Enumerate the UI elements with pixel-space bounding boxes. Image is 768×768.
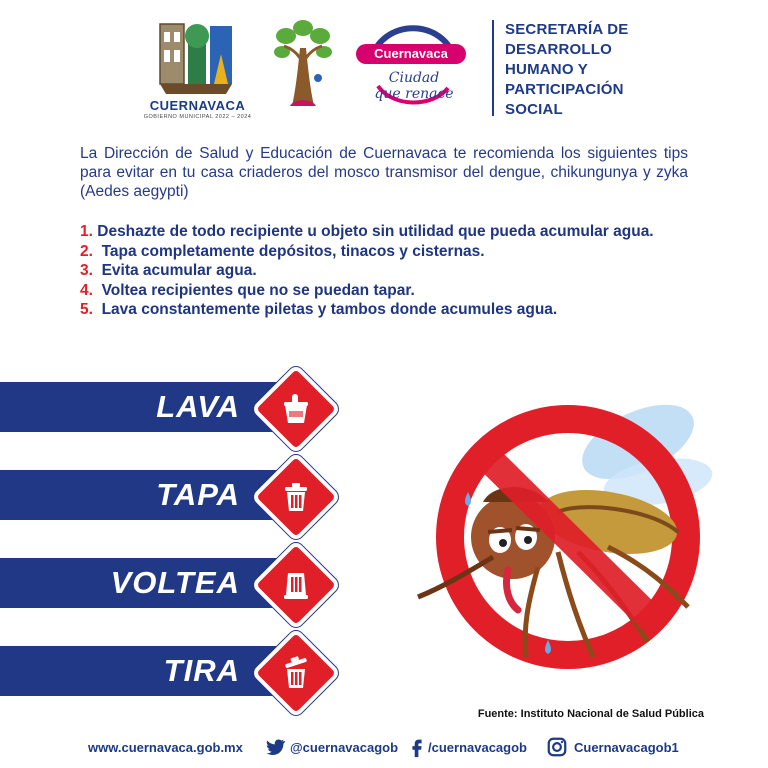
tip-text: Deshazte de todo recipiente u objeto sin utilidad que pueda acumular agua. [97, 223, 654, 240]
covered-bin-icon [276, 477, 316, 517]
secretaria-line: SOCIAL [505, 101, 563, 118]
action-label: VOLTEA [110, 565, 240, 600]
secretaria-line: HUMANO Y [505, 61, 588, 78]
instagram-handle[interactable]: Cuernavacagob1 [574, 740, 679, 755]
ring-icon [352, 18, 474, 118]
secretaria-title [505, 20, 685, 120]
action-band-tapa [0, 470, 290, 520]
cuernavaca-city-logo [130, 14, 265, 122]
tip-number: 5. [80, 301, 93, 318]
slogan-line-2: que renace [374, 86, 454, 102]
action-label: LAVA [156, 389, 240, 424]
trash-can-icon [276, 653, 316, 693]
footer [0, 728, 768, 768]
slogan-text [358, 70, 470, 102]
tip-item [80, 300, 690, 320]
slogan-line-1: Ciudad [388, 70, 440, 86]
intro-paragraph: La Dirección de Salud y Educación de Cuernavaca te recomienda los siguientes tips para evitar en tu casa criaderos del mosco transmisor del dengue, chikungunya y zyka (Aedes aegypti) [80, 145, 688, 200]
secretaria-line: PARTICIPACIÓN [505, 81, 624, 98]
city-logo-subtitle: GOBIERNO MUNICIPAL 2022 – 2024 [143, 114, 252, 120]
header-divider [492, 20, 494, 116]
facebook-icon[interactable] [406, 736, 428, 758]
tip-item [80, 281, 690, 301]
secretaria-line: SECRETARÍA DE [505, 21, 629, 38]
twitter-icon[interactable] [264, 736, 286, 758]
instagram-icon[interactable] [546, 736, 568, 758]
website-link[interactable]: www.cuernavaca.gob.mx [88, 740, 243, 755]
tip-number: 3. [80, 262, 93, 279]
action-band-lava [0, 382, 290, 432]
tip-item [80, 242, 690, 262]
cuernavaca-badge: Cuernavaca [356, 44, 466, 64]
city-crest-icon [130, 14, 265, 98]
tree-glyph-logo-icon [272, 18, 334, 113]
facebook-handle[interactable]: /cuernavacagob [428, 740, 527, 755]
tips-list [80, 222, 690, 320]
tip-text: Tapa completamente depósitos, tinacos y cisternas. [101, 242, 485, 260]
city-logo-name: CUERNAVACA [149, 98, 246, 113]
tip-number: 2. [80, 242, 93, 260]
action-label: TAPA [156, 477, 240, 512]
tip-number: 4. [80, 281, 93, 299]
action-label: TIRA [163, 653, 240, 688]
tip-text: Voltea recipientes que no se puedan tapar. [101, 281, 415, 299]
tip-text: Evita acumular agua. [101, 262, 257, 279]
flipped-bin-icon [276, 565, 316, 605]
washing-bucket-icon [276, 389, 316, 429]
action-band-voltea [0, 558, 290, 608]
twitter-handle[interactable]: @cuernavacagob [290, 740, 399, 755]
tip-item [80, 261, 690, 281]
tip-number: 1. [80, 223, 93, 240]
secretaria-line: DESARROLLO [505, 41, 612, 58]
tip-text: Lava constantemente piletas y tambos donde acumules agua. [101, 301, 558, 318]
action-band-tira [0, 646, 290, 696]
ciudad-que-renace-logo [352, 18, 474, 118]
prohibited-mosquito-icon [408, 372, 728, 672]
tip-item [80, 222, 690, 242]
source-credit: Fuente: Instituto Nacional de Salud Pública [477, 708, 704, 720]
